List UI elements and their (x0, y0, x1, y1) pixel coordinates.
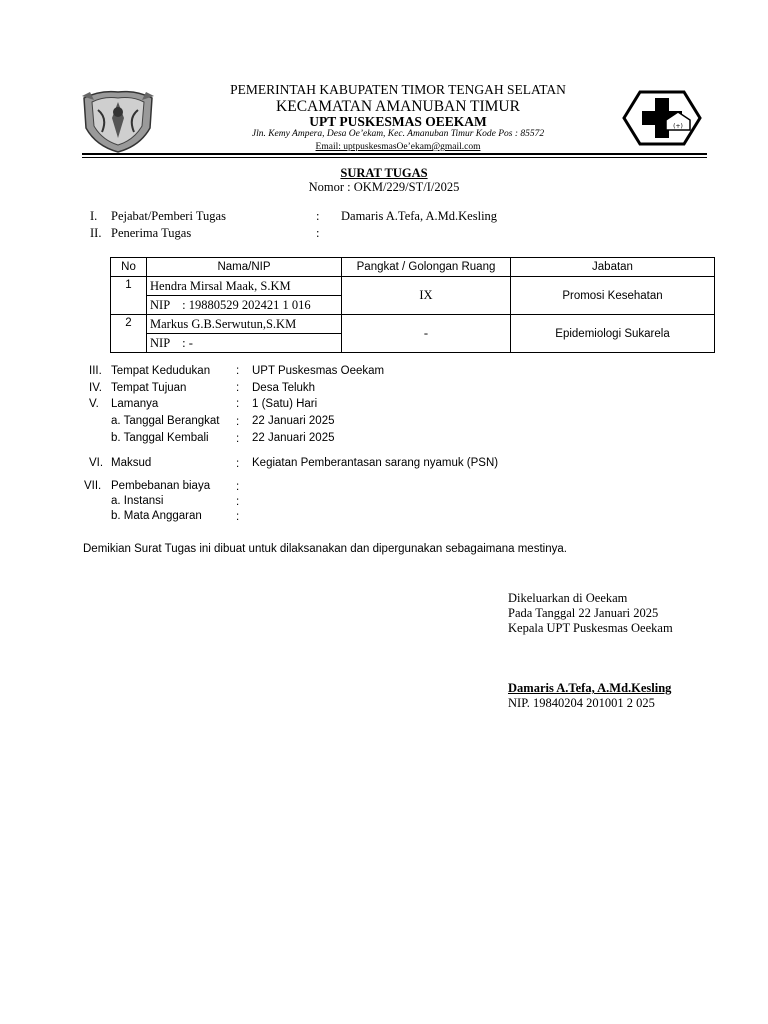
section-colon: : (236, 433, 240, 445)
row-nip: NIP : - (147, 334, 342, 353)
section-label: a. Tanggal Berangkat (111, 415, 220, 427)
section-colon: : (236, 365, 240, 377)
closing-statement: Demikian Surat Tugas ini dibuat untuk dilaksanakan dan dipergunakan sebagaimana mestinya. (83, 543, 567, 555)
letterhead-institution: UPT PUSKESMAS OEEKAM (309, 114, 487, 129)
section-num: V. (89, 398, 99, 410)
col-rank-header: Pangkat / Golongan Ruang (342, 258, 511, 277)
section-colon: : (236, 398, 240, 410)
section-num: VII. (84, 480, 102, 492)
table-row (111, 315, 715, 334)
destination-value: Desa Telukh (252, 382, 316, 394)
row-name: Hendra Mirsal Maak, S.KM (147, 277, 342, 296)
issued-date: Pada Tanggal 22 Januari 2025 (508, 606, 659, 620)
puskesmas-logo (622, 90, 702, 146)
row-name: Markus G.B.Serwutun,S.KM (147, 315, 342, 334)
return-date-value: 22 Januari 2025 (252, 432, 335, 444)
signer-nip: NIP. 19840204 201001 2 025 (508, 696, 655, 710)
document-number: Nomor : OKM/229/ST/I/2025 (308, 180, 460, 194)
section-colon: : (236, 458, 240, 470)
section-colon: : (236, 416, 240, 428)
purpose-value: Kegiatan Pemberantasan sarang nyamuk (PSN) (252, 457, 499, 469)
section-label: b. Mata Anggaran (111, 510, 202, 522)
row-nip: NIP : 19880529 202421 1 016 (147, 296, 342, 315)
section-label: b. Tanggal Kembali (111, 432, 209, 444)
section-num: II. (90, 226, 102, 240)
section-colon: : (236, 481, 240, 493)
document-title: SURAT TUGAS (340, 166, 428, 180)
letterhead-divider-thin (82, 157, 707, 158)
section-num: VI. (89, 457, 104, 469)
section-colon: : (236, 496, 240, 508)
section-colon: : (316, 209, 320, 223)
svg-text:(+): (+) (673, 123, 683, 130)
table-row (111, 277, 715, 296)
table-header-row (111, 258, 715, 277)
letterhead-divider (82, 153, 707, 155)
section-label: a. Instansi (111, 495, 164, 507)
letterhead-government: PEMERINTAH KABUPATEN TIMOR TENGAH SELATAN (230, 82, 566, 97)
letterhead-address: Jln. Kemy Ampera, Desa Oe’ekam, Kec. Amanuban Timur Kode Pos : 85572 (251, 129, 545, 139)
section-label: Pejabat/Pemberi Tugas (111, 209, 226, 223)
section-label: Tempat Tujuan (111, 382, 187, 394)
section-label: Pembebanan biaya (111, 480, 211, 492)
section-colon: : (236, 511, 240, 523)
row-rank: - (342, 315, 511, 353)
row-no: 1 (111, 277, 147, 315)
assignee-table (110, 257, 715, 353)
domicile-value: UPT Puskesmas Oeekam (252, 365, 385, 377)
issued-place: Dikeluarkan di Oeekam (508, 591, 628, 605)
row-position: Epidemiologi Sukarela (511, 315, 715, 353)
section-label: Penerima Tugas (111, 226, 192, 240)
section-num: IV. (89, 382, 103, 394)
col-position-header: Jabatan (511, 258, 715, 277)
departure-date-value: 22 Januari 2025 (252, 415, 335, 427)
section-label: Maksud (111, 457, 152, 469)
section-colon: : (236, 382, 240, 394)
section-colon: : (316, 226, 320, 240)
issuer-value: Damaris A.Tefa, A.Md.Kesling (341, 209, 498, 223)
row-position: Promosi Kesehatan (511, 277, 715, 315)
section-label: Tempat Kedudukan (111, 365, 211, 377)
row-rank: IX (342, 277, 511, 315)
signer-name: Damaris A.Tefa, A.Md.Kesling (508, 681, 672, 695)
section-num: I. (90, 209, 98, 223)
duration-value: 1 (Satu) Hari (252, 398, 318, 410)
col-name-header: Nama/NIP (147, 258, 342, 277)
letterhead-email: Email: uptpuskesmasOe’ekam@gmail.com (315, 142, 481, 152)
regency-crest-logo (80, 88, 156, 154)
row-no: 2 (111, 315, 147, 353)
letterhead-district: KECAMATAN AMANUBAN TIMUR (276, 98, 520, 115)
section-num: III. (89, 365, 102, 377)
col-no-header: No (111, 258, 147, 277)
section-label: Lamanya (111, 398, 159, 410)
signer-position: Kepala UPT Puskesmas Oeekam (508, 621, 673, 635)
